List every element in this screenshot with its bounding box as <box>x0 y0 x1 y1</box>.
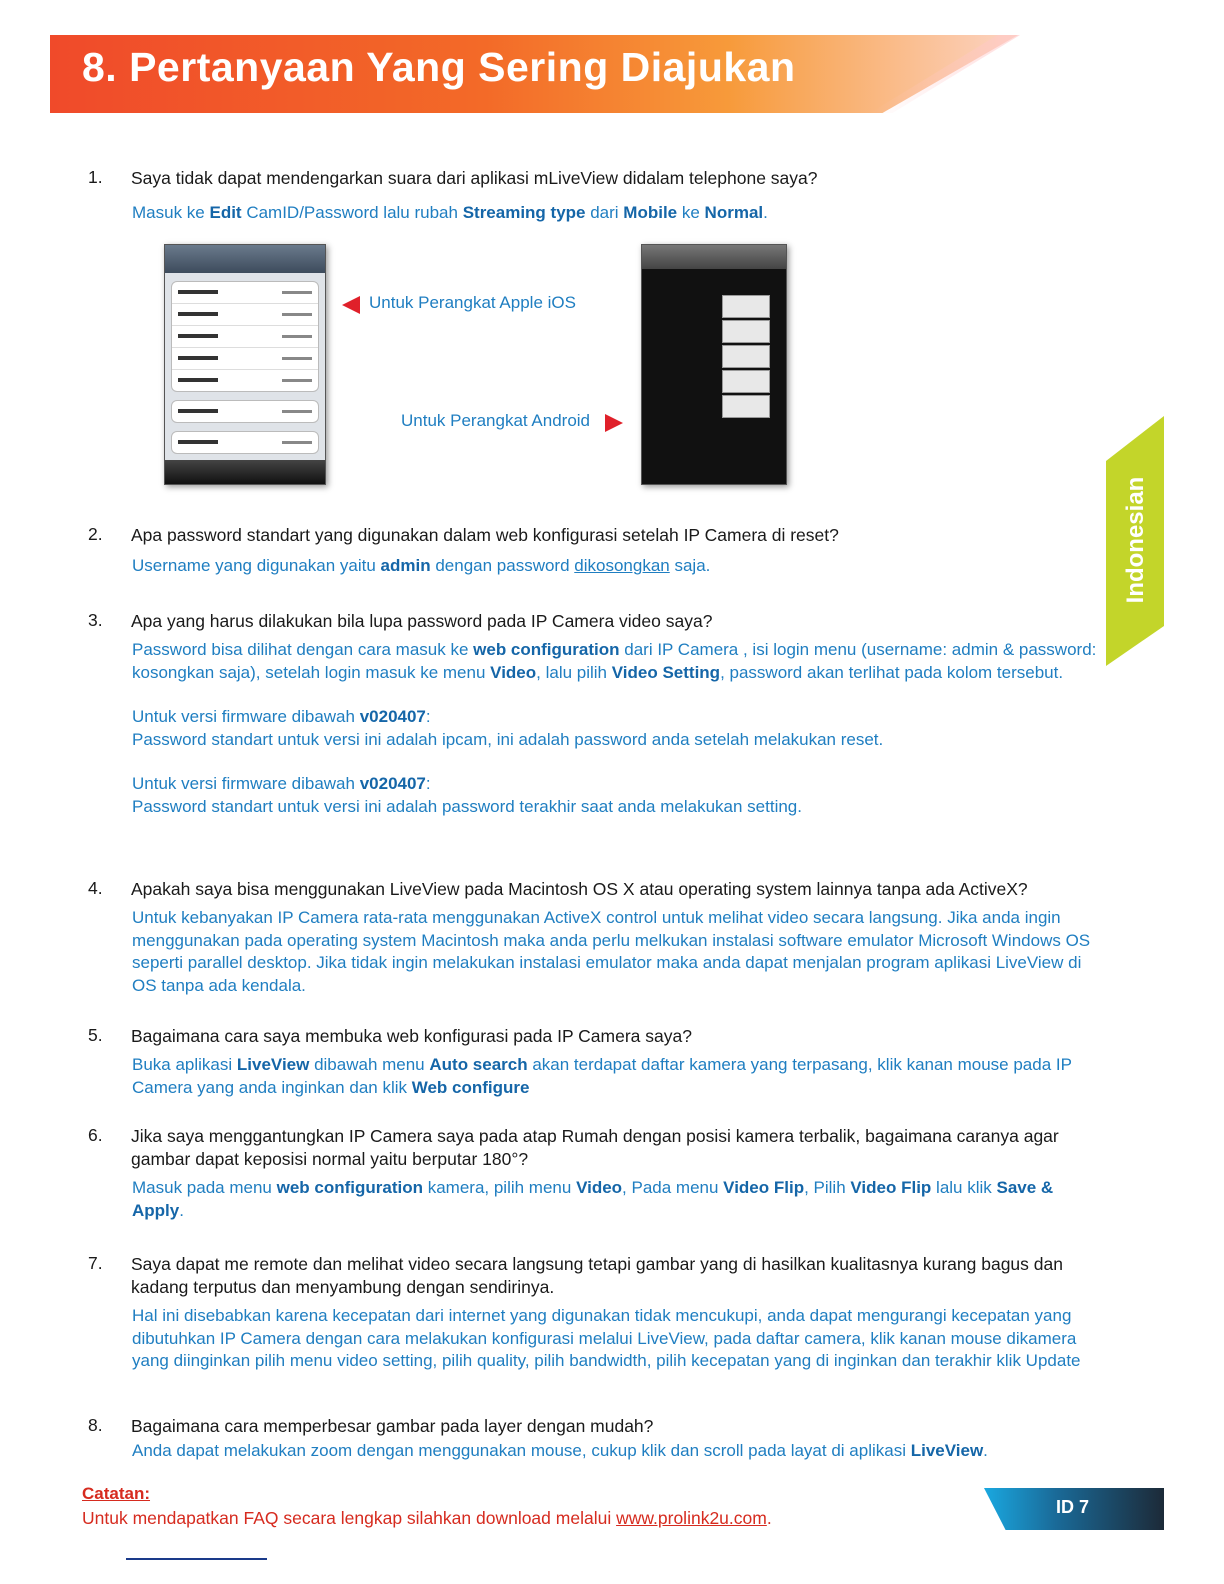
page-number: ID 7 <box>1056 1497 1090 1517</box>
answer-text: Anda dapat melakukan zoom dengan menggunakan mouse, cukup klik dan scroll pada layat di aplikasi LiveView. <box>132 1441 988 1460</box>
faq-item-8 <box>88 1415 1098 1463</box>
question-number: 5. <box>88 1025 103 1045</box>
question-text: Bagaimana cara saya membuka web konfigurasi pada IP Camera saya? <box>131 1026 692 1046</box>
answer-text: Masuk pada menu web configuration kamera, pilih menu Video, Pada menu Video Flip, Pilih Video Flip lalu klik Save & Apply. <box>132 1178 1054 1220</box>
arrow-left-icon <box>342 296 360 314</box>
question-text: Bagaimana cara memperbesar gambar pada layer dengan mudah? <box>131 1416 654 1436</box>
arrow-right-icon <box>605 414 623 432</box>
question-number: 1. <box>88 167 103 187</box>
question-text: Apakah saya bisa menggunakan LiveView pada Macintosh OS X atau operating system lainnya tanpa ada ActiveX? <box>131 879 1028 899</box>
question-number: 3. <box>88 610 103 630</box>
answer-text: Buka aplikasi LiveView dibawah menu Auto search akan terdapat daftar kamera yang terpasang, klik kanan mouse pada IP Camera yang anda inginkan dan klik Web configure <box>132 1055 1072 1097</box>
note-title: Catatan: <box>82 1484 151 1503</box>
prolink-link[interactable]: www.prolink2u.com <box>616 1508 767 1528</box>
question-number: 7. <box>88 1253 103 1273</box>
question-number: 4. <box>88 878 103 898</box>
answer-text: Hal ini disebabkan karena kecepatan dari internet yang digunakan tidak mencukupi, anda dapat mengurangi kecepatan yang dibutuhkan IP Camera dengan cara melakukan konfigurasi melalui LiveView, pada daftar camera, klik kanan mouse dikamera yang diinginkan pilih menu video setting, pilih quality, pilih bandwidth, pilih kecepatan yang di inginkan dan terakhir klik Update <box>132 1306 1081 1370</box>
android-screenshot <box>641 244 787 485</box>
faq-item-7 <box>88 1253 1098 1373</box>
page-title: 8. Pertanyaan Yang Sering Diajukan <box>82 44 796 90</box>
faq-item-1 <box>88 167 1098 225</box>
question-number: 8. <box>88 1415 103 1435</box>
answer-text: Untuk kebanyakan IP Camera rata-rata menggunakan ActiveX control untuk melihat video secara langsung. Jika anda ingin menggunakan pada operating system Macintosh maka anda perlu melkukan instalasi software emulator Microsoft Windows OS seperti parallel desktop. Jika tidak ingin melakukan instalasi emulator maka anda dapat menjalan program aplikasi LiveView di OS tanpa ada kendala. <box>132 908 1091 995</box>
question-number: 6. <box>88 1125 103 1145</box>
firmware-note-2: Untuk versi firmware dibawah v020407: Password standart untuk versi ini adalah password terakhir saat anda melakukan setting. <box>132 774 802 816</box>
faq-item-3 <box>88 610 1098 818</box>
faq-item-2 <box>88 524 1098 578</box>
answer-text: Username yang digunakan yaitu admin dengan password dikosongkan saja. <box>132 556 711 575</box>
answer-text: Password bisa dilihat dengan cara masuk ke web configuration dari IP Camera , isi login menu (username: admin & password: kosongkan saja), setelah login masuk ke menu Video, lalu pilih Video Setting, password akan terlihat pada kolom tersebut. <box>132 640 1097 682</box>
android-label: Untuk Perangkat Android <box>401 411 591 430</box>
firmware-note-1: Untuk versi firmware dibawah v020407: Password standart untuk versi ini adalah ipcam, ini adalah password anda setelah melakukan reset. <box>132 707 884 749</box>
question-text: Saya tidak dapat mendengarkan suara dari aplikasi mLiveView didalam telephone saya? <box>131 168 818 188</box>
question-text: Apa yang harus dilakukan bila lupa password pada IP Camera video saya? <box>131 611 713 631</box>
question-text: Apa password standart yang digunakan dalam web konfigurasi setelah IP Camera di reset? <box>131 525 839 545</box>
language-tab-label: Indonesian <box>1122 476 1149 604</box>
question-text: Saya dapat me remote dan melihat video secara langsung tetapi gambar yang di hasilkan kualitasnya kurang bagus dan kadang terputus dan menyambung dengan sendirinya. <box>131 1254 1063 1297</box>
question-number: 2. <box>88 524 103 544</box>
answer-text: Masuk ke Edit CamID/Password lalu rubah Streaming type dari Mobile ke Normal. <box>132 203 768 222</box>
footer-rule <box>126 1558 267 1560</box>
faq-item-4 <box>88 878 1098 997</box>
ios-label: Untuk Perangkat Apple iOS <box>369 293 576 312</box>
faq-item-5 <box>88 1025 1098 1099</box>
note-text: Untuk mendapatkan FAQ secara lengkap silahkan download melalui www.prolink2u.com. <box>82 1508 772 1528</box>
question-text: Jika saya menggantungkan IP Camera saya pada atap Rumah dengan posisi kamera terbalik, bagaimana caranya agar gambar dapat keposisi normal yaitu berputar 180°? <box>131 1126 1059 1169</box>
ios-screenshot <box>164 244 326 485</box>
faq-item-6 <box>88 1125 1098 1222</box>
